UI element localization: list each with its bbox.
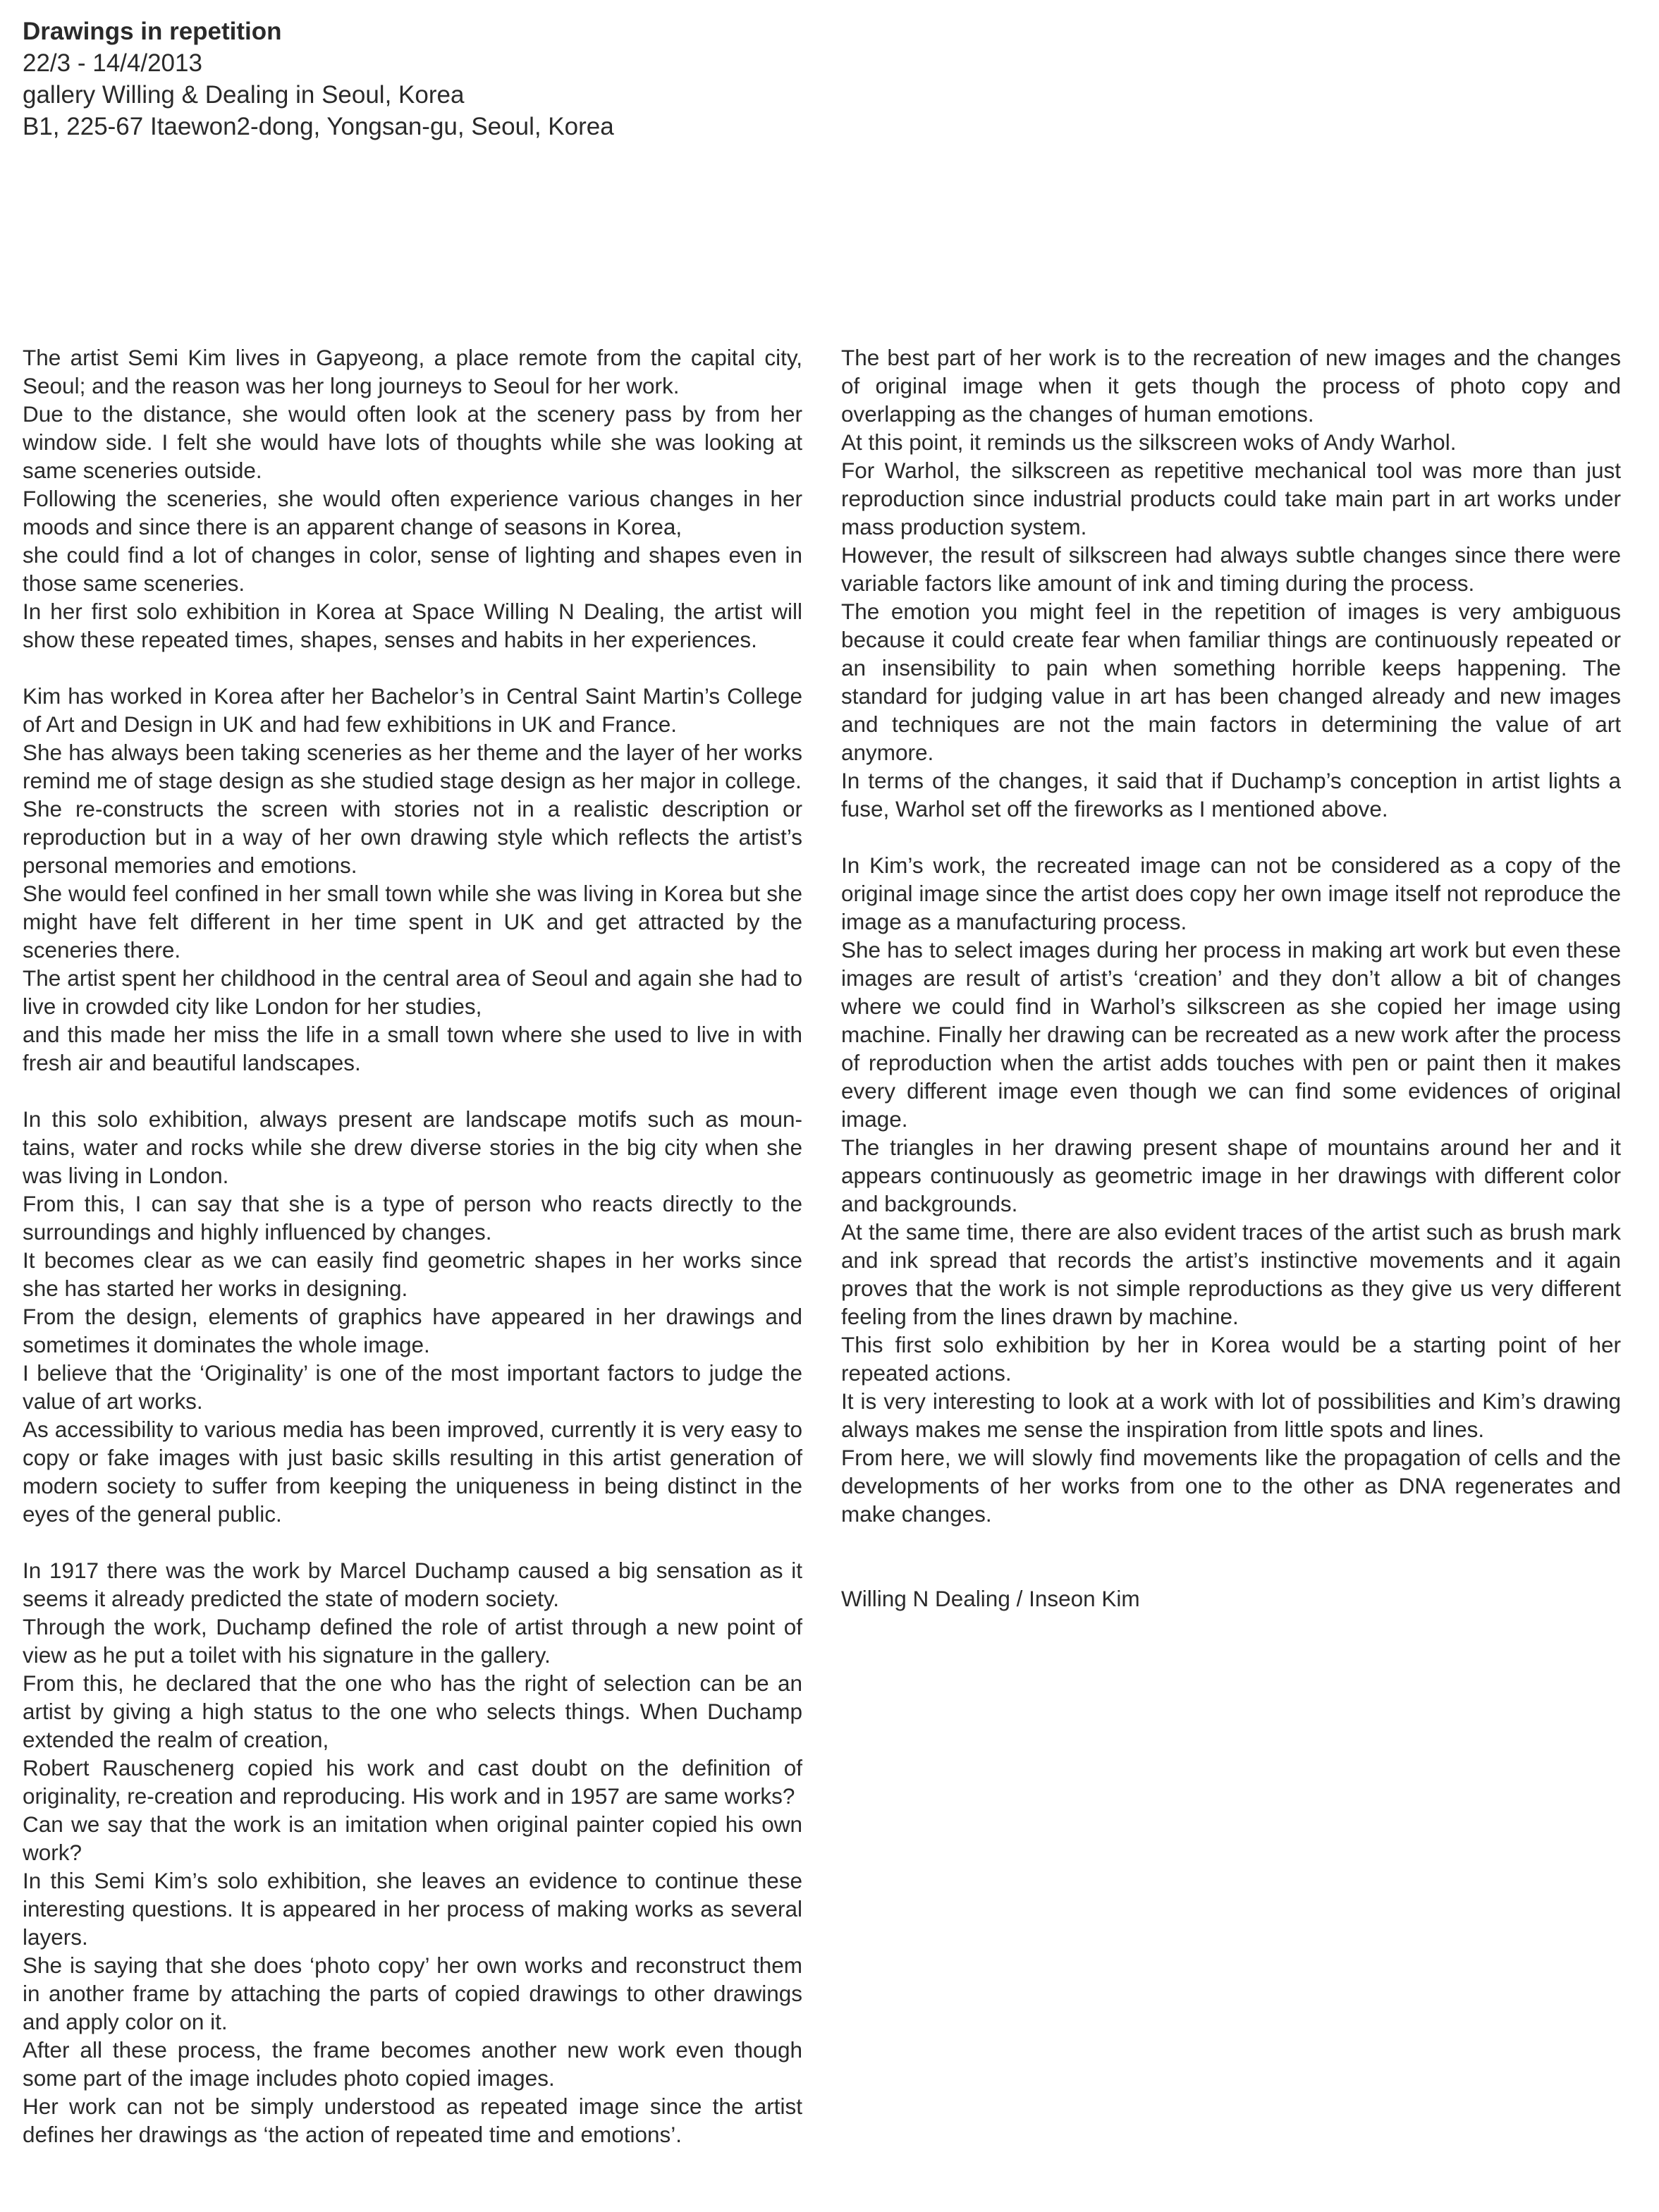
- paragraph: This first solo exhibition by her in Korea would be a starting point of her repeated actions.: [841, 1332, 1621, 1386]
- paragraph: Robert Rauschenerg copied his work and cast doubt on the definition of originality, re-creation and reproducing. His work and in 1957 are same works?: [23, 1755, 802, 1809]
- paragraph-spacer: [23, 1077, 802, 1105]
- paragraph: The triangles in her drawing present shape of mountains around her and it appears continuously as geometric image in her drawings with different color and backgrounds.: [841, 1135, 1621, 1216]
- paragraph: She is saying that she does ‘photo copy’ her own works and reconstruct them in another frame by attaching the parts of copied drawings to other drawings and apply color on it.: [23, 1953, 802, 2034]
- exhibition-header: [23, 16, 1080, 142]
- paragraph: At the same time, there are also evident traces of the artist such as brush mark and ink spread that records the artist’s instinctive movements and it again proves that the work is not simple reproductions as they give us very different feeling from the lines drawn by machine.: [841, 1219, 1621, 1329]
- paragraph: From here, we will slowly find movements like the propagation of cells and the developments of her works from one to the other as DNA regenerates and make changes.: [841, 1445, 1621, 1527]
- paragraph: Due to the distance, she would often look at the scenery pass by from her window side. I felt she would have lots of thoughts while she was looking at same sceneries outside.: [23, 401, 802, 483]
- exhibition-title: Drawings in repetition: [23, 18, 282, 45]
- left-column: [23, 343, 802, 2149]
- paragraph-spacer: [841, 1528, 1621, 1584]
- paragraph: and this made her miss the life in a small town where she used to live in with fresh air and beautiful landscapes.: [23, 1022, 802, 1075]
- paragraph: She has always been taking sceneries as her theme and the layer of her works remind me of stage design as she studied stage design as her major in college.: [23, 740, 802, 793]
- paragraph: Her work can not be simply understood as repeated image since the artist defines her drawings as ‘the action of repeated time and emotions’.: [23, 2094, 802, 2147]
- paragraph: The emotion you might feel in the repetition of images is very ambiguous because it could create fear when familiar things are continuously repeated or an insensibility to pain when something horrible keeps happening. The standard for judging value in art has been changed already and new images and techniques are not the main factors in determining the value of art anymore.: [841, 599, 1621, 765]
- paragraph-spacer: [23, 654, 802, 682]
- paragraph: From the design, elements of graphics have appeared in her drawings and sometimes it dominates the whole image.: [23, 1304, 802, 1357]
- paragraph: The artist spent her childhood in the central area of Seoul and again she had to live in crowded city like London for her studies,: [23, 965, 802, 1019]
- paragraph: The best part of her work is to the recreation of new images and the changes of original image when it gets though the process of photo copy and overlapping as the changes of human emotions.: [841, 345, 1621, 427]
- paragraph: She would feel confined in her small town while she was living in Korea but she might have felt different in her time spent in UK and get attracted by the sceneries there.: [23, 881, 802, 963]
- paragraph: From this, I can say that she is a type of person who reacts directly to the surroundings and highly influenced by changes.: [23, 1191, 802, 1245]
- paragraph: At this point, it reminds us the silkscreen woks of Andy Warhol.: [841, 429, 1457, 455]
- paragraph: In terms of the changes, it said that if Duchamp’s conception in artist lights a fuse, Warhol set off the fireworks as I mentioned above.: [841, 768, 1621, 821]
- paragraph-spacer: [841, 823, 1621, 851]
- paragraph: The artist Semi Kim lives in Gapyeong, a place remote from the capital city, Seoul; and the reason was her long journeys to Seoul for her work.: [23, 345, 802, 398]
- paragraph: she could find a lot of changes in color, sense of lighting and shapes even in those same sceneries.: [23, 542, 802, 596]
- paragraph: It is very interesting to look at a work with lot of possibilities and Kim’s drawing always makes me sense the inspiration from little spots and lines.: [841, 1388, 1621, 1442]
- paragraph: In her first solo exhibition in Korea at Space Willing N Dealing, the artist will show these repeated times, shapes, senses and habits in her experiences.: [23, 599, 802, 652]
- exhibition-venue: gallery Willing & Dealing in Seoul, Korea: [23, 81, 465, 109]
- paragraph: In this solo exhibition, always present are landscape motifs such as moun-tains, water and rocks while she drew diverse stories in the big city when she was living in London.: [23, 1106, 802, 1188]
- paragraph: However, the result of silkscreen had always subtle changes since there were variable factors like amount of ink and timing during the process.: [841, 542, 1621, 596]
- paragraph: Can we say that the work is an imitation when original painter copied his own work?: [23, 1811, 802, 1865]
- paragraph: She has to select images during her process in making art work but even these images are result of artist’s ‘creation’ and they don’t allow a bit of changes where we could find in Warhol’s silkscreen as she copied her image using machine. Finally her drawing can be recreated as a new work after the process of reproduction when the artist adds touches with pen or paint then it makes every different image even though we can find some evidences of original image.: [841, 937, 1621, 1132]
- paragraph: I believe that the ‘Originality’ is one of the most important factors to judge the value of art works.: [23, 1360, 802, 1414]
- paragraph: Kim has worked in Korea after her Bachelor’s in Central Saint Martin’s College of Art and Design in UK and had few exhibitions in UK and France.: [23, 683, 802, 737]
- exhibition-address: B1, 225-67 Itaewon2-dong, Yongsan-gu, Seoul, Korea: [23, 113, 614, 140]
- paragraph: For Warhol, the silkscreen as repetitive mechanical tool was more than just reproduction since industrial products could take main part in art works under mass production system.: [841, 458, 1621, 539]
- paragraph: Through the work, Duchamp defined the role of artist through a new point of view as he put a toilet with his signature in the gallery.: [23, 1614, 802, 1668]
- paragraph-spacer: [23, 1528, 802, 1556]
- paragraph: After all these process, the frame becomes another new work even though some part of the image includes photo copied images.: [23, 2037, 802, 2091]
- paragraph: In 1917 there was the work by Marcel Duchamp caused a big sensation as it seems it already predicted the state of modern society.: [23, 1558, 802, 1611]
- exhibition-dates: 22/3 - 14/4/2013: [23, 49, 202, 77]
- paragraph: It becomes clear as we can easily find geometric shapes in her works since she has started her works in designing.: [23, 1247, 802, 1301]
- paragraph: Following the sceneries, she would often experience various changes in her moods and since there is an apparent change of seasons in Korea,: [23, 486, 802, 539]
- right-column: [841, 343, 1621, 1613]
- paragraph: From this, he declared that the one who has the right of selection can be an artist by giving a high status to the one who selects things. When Duchamp extended the realm of creation,: [23, 1670, 802, 1752]
- paragraph: She re-constructs the screen with stories not in a realistic description or reproduction but in a way of her own drawing style which reflects the artist’s personal memories and emotions.: [23, 796, 802, 878]
- paragraph: In Kim’s work, the recreated image can not be considered as a copy of the original image since the artist does copy her own image itself not reproduce the image as a manufacturing process.: [841, 853, 1621, 934]
- paragraph: As accessibility to various media has been improved, currently it is very easy to copy or fake images with just basic skills resulting in this artist generation of modern society to suffer from keeping the uniqueness in being distinct in the eyes of the general public.: [23, 1417, 802, 1527]
- signature: Willing N Dealing / Inseon Kim: [841, 1586, 1140, 1611]
- paragraph: In this Semi Kim’s solo exhibition, she leaves an evidence to continue these interesting questions. It is appeared in her process of making works as several layers.: [23, 1868, 802, 1950]
